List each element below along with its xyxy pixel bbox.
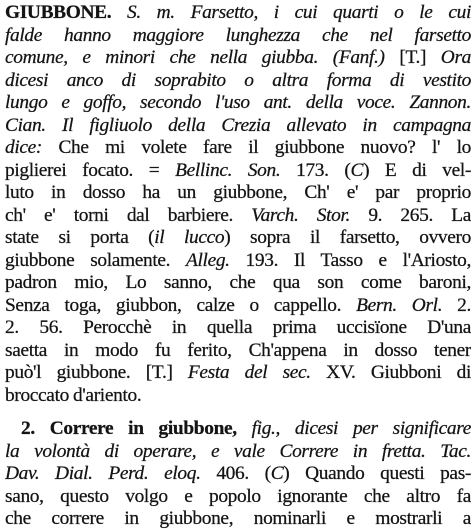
text-run: saetta in modo fu ferito, Ch'appena in dosso tener: [5, 339, 471, 361]
entry-line: [5, 317, 471, 340]
entry-line: [5, 137, 471, 160]
text-run: Alleg.: [186, 249, 230, 271]
entry-line: [5, 362, 471, 385]
entry-line: [5, 47, 471, 70]
text-run: S. m. Farsetto, i cui quarti o le cui: [111, 2, 471, 23]
entry-line: [5, 250, 471, 273]
text-run: ) E di vel-: [363, 159, 471, 181]
text-run: Cian. Il figliuolo della Crezia allevato in campagna: [5, 114, 471, 136]
entry-line: [5, 70, 471, 93]
entry-line: [5, 508, 471, 531]
text-run: Dav. Dial. Perd. eloq.: [5, 463, 201, 484]
entry-line: [5, 182, 471, 205]
entry-line: [5, 25, 471, 48]
headword: GIUBBONE.: [5, 2, 112, 23]
entry-line: [5, 340, 471, 363]
text-run: Ora: [426, 47, 471, 68]
text-run: ) Quando questi pas-: [283, 463, 471, 484]
text-run: può'l giubbone. [T.]: [5, 362, 188, 383]
entry-line: [5, 160, 471, 183]
entry-line: [5, 205, 471, 228]
text-run: 2. Correre in giubbone,: [21, 418, 252, 439]
text-run: XV. Giubboni di: [310, 362, 471, 383]
text-run: C: [350, 159, 364, 181]
entry-line: [5, 486, 471, 509]
dictionary-entry: [5, 0, 471, 531]
text-run: C: [270, 463, 284, 484]
text-run: Varch. Stor.: [251, 204, 351, 226]
text-run: dice:: [5, 137, 43, 158]
entry-line: [5, 463, 471, 486]
text-run: lungo e goffo, secondo l'uso ant. della voce. Zannon.: [5, 92, 471, 113]
text-run: 2. 56. Perocchè in quella prima uccisïone D'una: [5, 317, 471, 338]
text-run: broccato d'ariento.: [5, 384, 142, 406]
text-run: padron mio, Lo sanno, che qua son come baroni,: [5, 272, 471, 293]
text-run: sano, questo volgo e popolo ignorante che altro fa: [5, 485, 471, 507]
entry-line: [5, 115, 471, 138]
text-run: 9. 265. La: [350, 204, 471, 226]
text-run: Senza toga, giubbon, calze o cappello.: [5, 294, 357, 316]
text-run: luto in dosso ha un giubbone, Ch' e' par proprio: [5, 182, 471, 203]
text-run: Bern. Orl.: [356, 294, 443, 316]
entry-line: [5, 441, 471, 464]
entry-line: [5, 92, 471, 115]
text-run: falde hanno maggiore lunghezza che nel farsetto: [5, 24, 471, 46]
text-run: che correre in giubbone, nominarli e mostrarli a: [5, 508, 471, 529]
entry-line: [5, 418, 471, 441]
text-run: Che mi volete fare il giubbone nuovo? l' lo: [42, 137, 471, 158]
text-run: 193. Il Tasso e l'Ariosto,: [229, 249, 471, 271]
text-run: 2.: [442, 294, 471, 316]
entry-line: [5, 295, 471, 318]
text-run: comune, e minori che nella giubba. (Fanf.): [5, 47, 400, 68]
text-run: state si porta (: [5, 227, 155, 248]
paragraph-gap: [5, 407, 471, 418]
text-run: dicesi anco di soprabito o altra forma di vestito: [5, 69, 471, 91]
entry-line: [5, 385, 471, 408]
entry-line: [5, 272, 471, 295]
text-run: 406. (: [200, 463, 271, 484]
text-run: [T.]: [399, 47, 427, 68]
text-run: 173. (: [280, 159, 351, 181]
entry-line: [5, 227, 471, 250]
text-run: la volontà di operare, e vale Correre in fretta. Tac.: [5, 440, 471, 462]
text-run: il lucco: [154, 227, 225, 248]
entry-line: [5, 2, 471, 25]
text-run: Festa del sec.: [187, 362, 311, 383]
text-run: giubbone solamente.: [5, 249, 187, 271]
text-run: Bellinc. Son.: [175, 159, 281, 181]
text-run: piglierei focato. =: [5, 159, 176, 181]
text-run: ) sopra il farsetto, ovvero: [224, 227, 471, 248]
text-run: ch' e' torni dal barbiere.: [5, 204, 252, 226]
text-run: fig., dicesi per significare: [251, 418, 471, 439]
